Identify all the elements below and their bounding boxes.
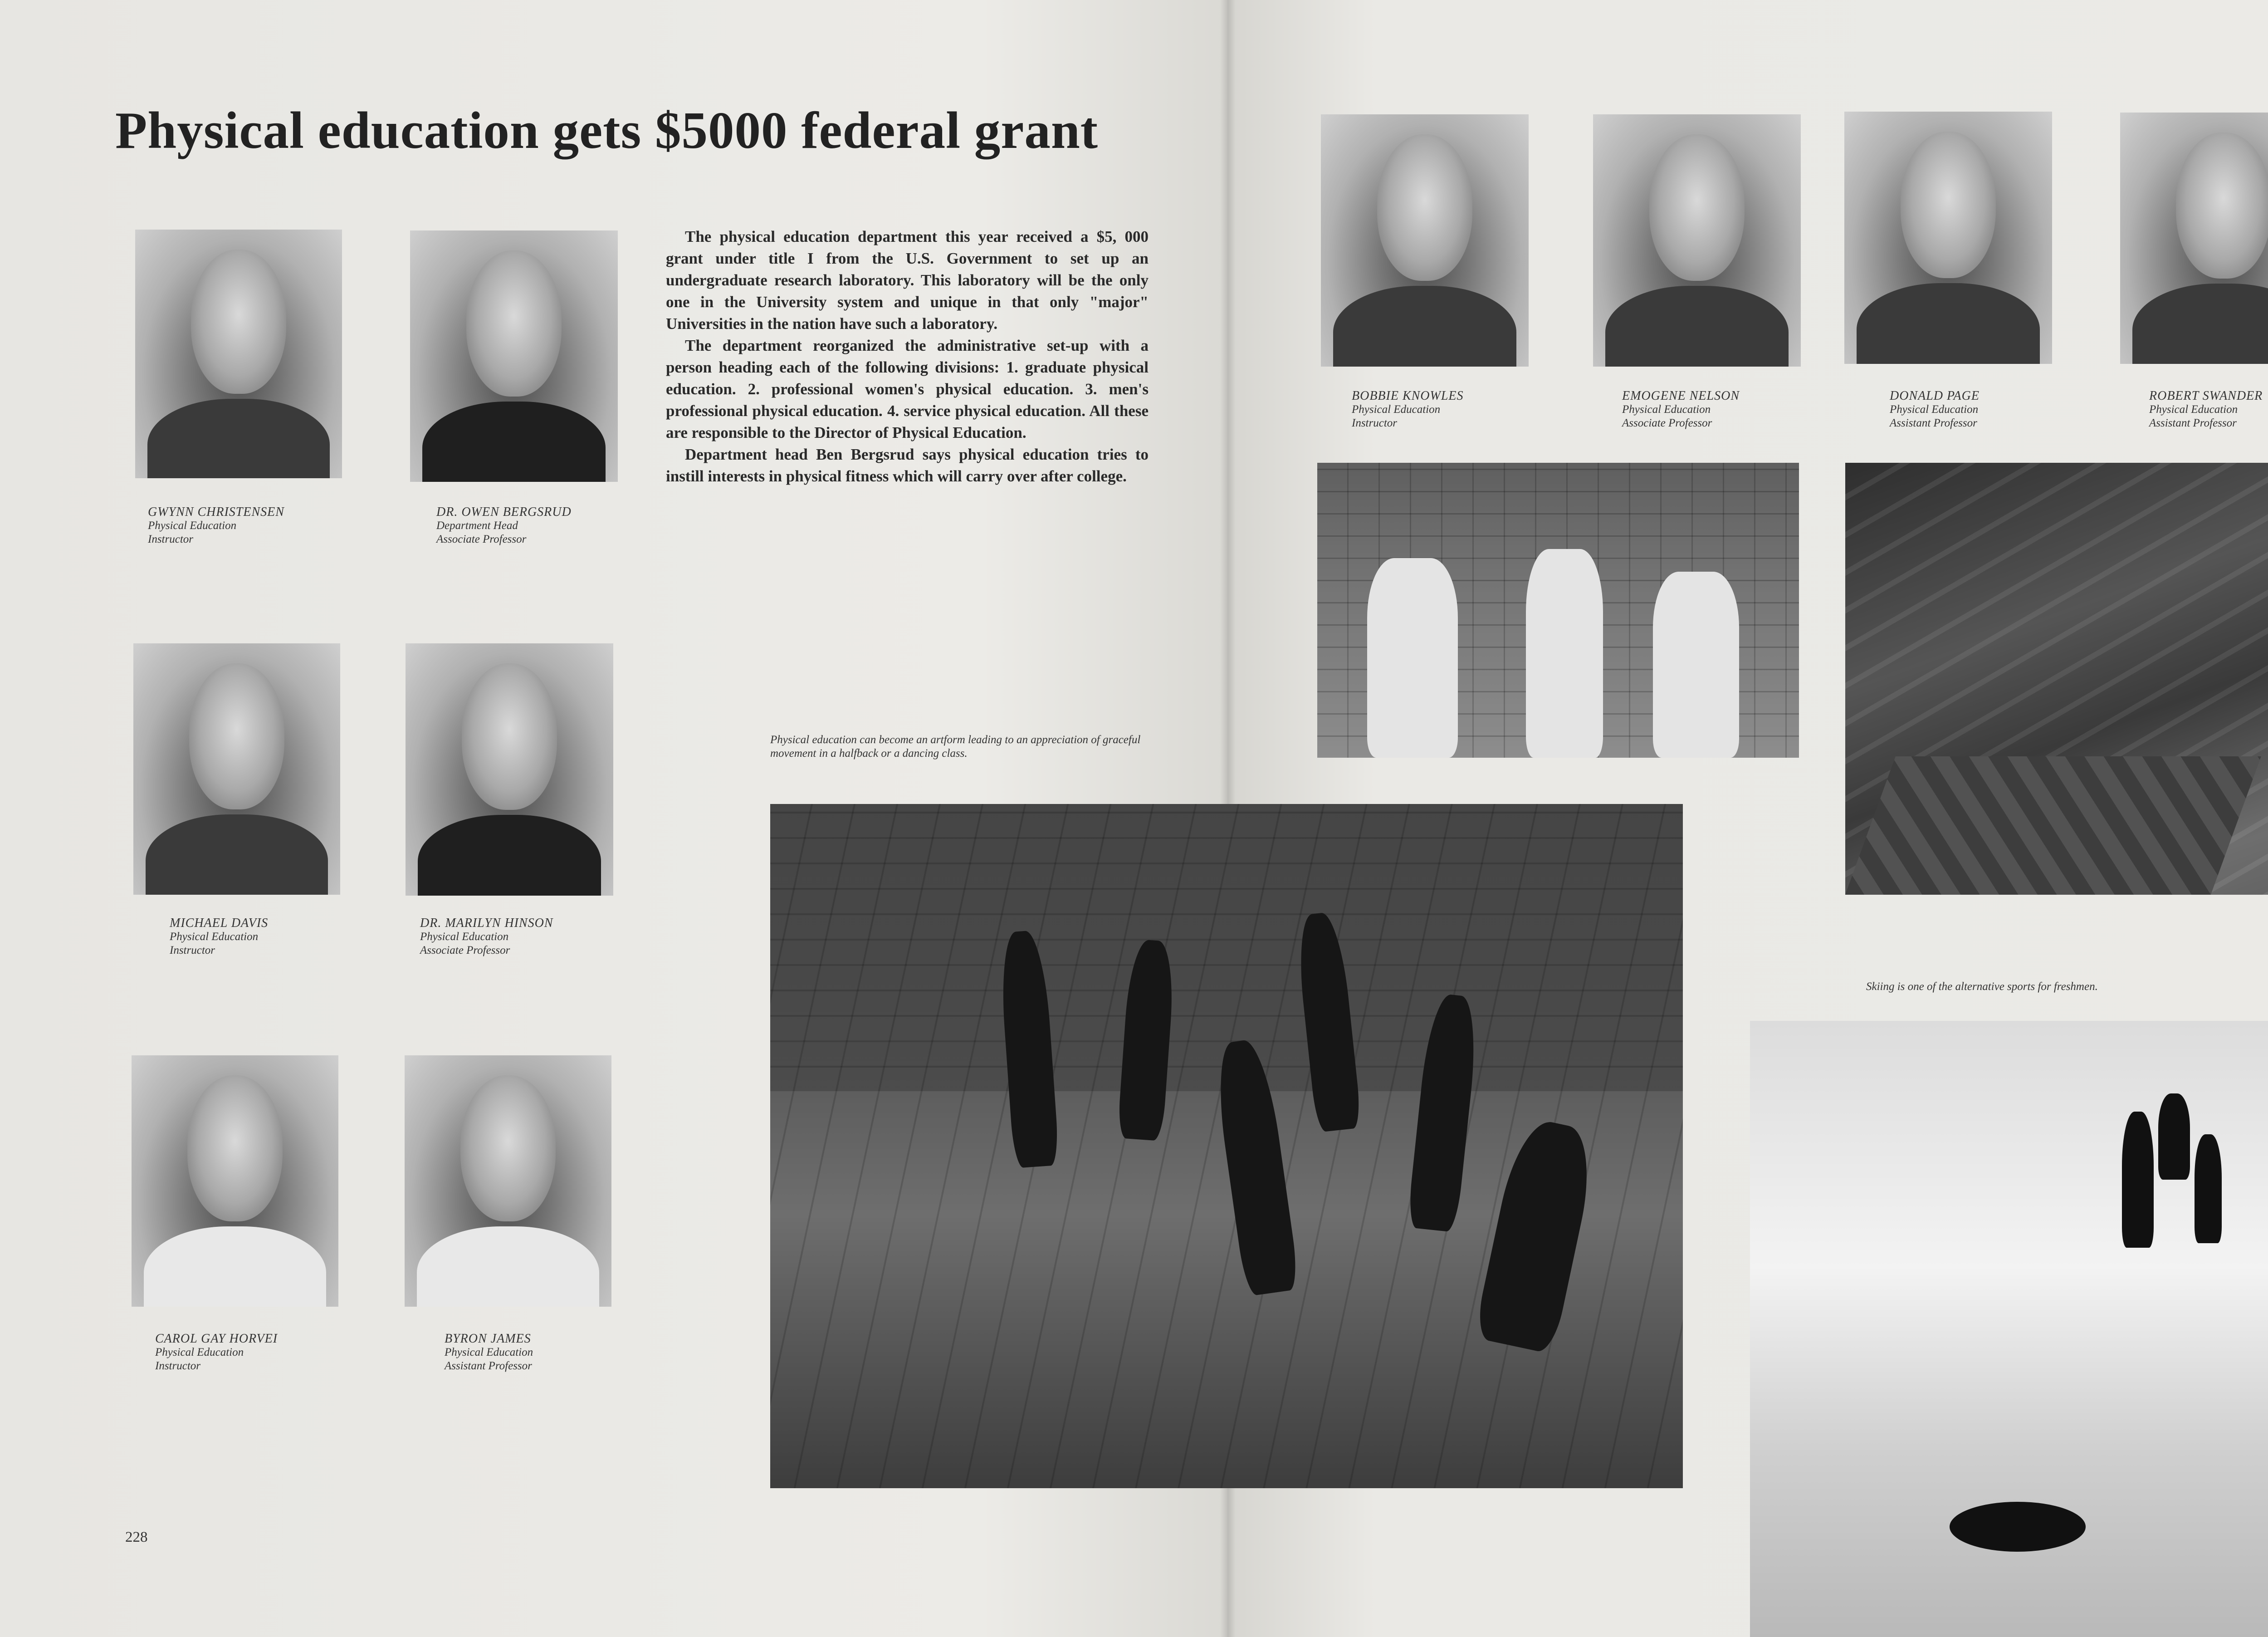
portrait-photo [1593,114,1801,367]
person-title: Instructor [155,1360,200,1372]
skier-figure [2195,1134,2222,1243]
person-name: GWYNN CHRISTENSEN [148,505,284,519]
archer-figure [1526,549,1603,758]
person-name: EMOGENE NELSON [1622,389,1740,403]
person-role: Physical Education [445,1346,533,1358]
person-title: Assistant Professor [445,1360,532,1372]
skier-figure [2158,1093,2190,1180]
portrait-caption [1890,389,1980,430]
dance-photo-caption: Physical education can become an artform leading to an appreciation of graceful movement in a halfback or a dancing class. [770,734,1141,760]
person-name: BOBBIE KNOWLES [1352,389,1464,403]
portrait-photo [410,230,618,482]
portrait-caption [1352,389,1464,430]
person-name: DONALD PAGE [1890,389,1980,403]
portrait-caption [2149,389,2263,430]
person-title: Assistant Professor [2149,417,2237,429]
person-role: Physical Education [2149,403,2238,416]
person-name: MICHAEL DAVIS [170,916,269,930]
portrait-caption [170,917,268,957]
person-name: DR. OWEN BERGSRUD [436,505,572,519]
dance-class-photo [770,804,1683,1488]
portrait-photo [135,230,342,478]
person-title: Assistant Professor [1890,417,1977,429]
article-paragraph: Department head Ben Bergsrud says physical education tries to instill interests in physical fitness which will carry over after college. [666,446,1149,485]
person-role: Physical Education [1352,403,1441,416]
pool-deck [1845,756,2261,895]
portrait-photo [132,1055,338,1307]
portrait-caption [1622,389,1740,430]
person-name: BYRON JAMES [445,1332,531,1346]
portrait-caption [445,1332,533,1373]
portrait-caption [436,505,572,546]
article-paragraph: The physical education department this year received a $5, 000 grant under title I from the U.S. Government to set up an undergraduate research laboratory. This laboratory will be the only one in the University system and unique in that only "major" Universities in the nation have such a laboratory. [666,228,1149,333]
portrait-photo [1844,112,2052,364]
person-name: CAROL GAY HORVEI [155,1332,278,1346]
portrait-caption [420,917,553,957]
person-role: Physical Education [420,931,509,943]
skier-figure [2122,1112,2154,1248]
person-role: Physical Education [1890,403,1979,416]
portrait-photo [133,643,340,895]
person-name: DR. MARILYN HINSON [420,916,553,930]
article-body [666,226,1149,487]
article-paragraph: The department reorganized the administrative set-up with a person heading each of the following divisions: 1. graduate physical education. 2. professional women's physical education. 3. men's professional physical education. 4. service physical education. All these are responsible to the Director of Physical Education. [666,337,1149,441]
person-name: ROBERT SWANDER [2149,389,2263,403]
person-title: Associate Professor [420,944,510,956]
swimming-pool-photo [1845,463,2268,895]
portrait-photo [405,1055,611,1307]
page-headline: Physical education gets $5000 federal grant [115,102,1099,159]
portrait-photo [406,643,613,896]
skiing-photo-caption: Skiing is one of the alternative sports for freshmen. [1866,980,2098,993]
archer-figure [1367,558,1458,758]
person-role: Physical Education [170,931,259,943]
archer-figure [1653,572,1739,758]
portrait-caption [148,505,284,546]
person-title: Associate Professor [1622,417,1712,429]
portrait-photo [2120,113,2268,364]
person-title: Associate Professor [436,533,527,545]
person-title: Instructor [170,944,215,956]
page-number: 228 [125,1529,148,1545]
person-role: Department Head [436,520,518,532]
person-role: Physical Education [155,1346,244,1358]
archery-photo [1317,463,1799,758]
fallen-skier-figure [1950,1502,2086,1552]
person-role: Physical Education [148,520,237,532]
portrait-photo [1321,114,1529,367]
portrait-caption [155,1332,278,1373]
person-role: Physical Education [1622,403,1711,416]
person-title: Instructor [148,533,193,545]
person-title: Instructor [1352,417,1397,429]
skiing-photo [1750,1021,2268,1637]
